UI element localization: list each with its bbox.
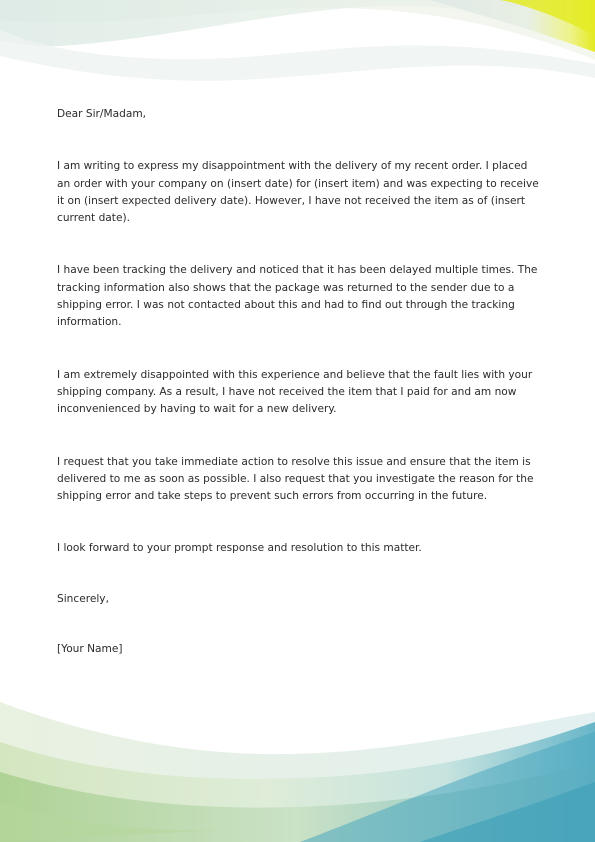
top-wave-decoration	[0, 0, 595, 110]
closing: Sincerely,	[57, 592, 109, 605]
paragraph-4: I request that you take immediate action to resolve this issue and ensure that the item is delivered to me as soon as possible. I also request that you investigate the reason for the shipping error and take steps to prevent such errors from occurring in the future.	[57, 455, 534, 503]
paragraph-3: I am extremely disappointed with this experience and believe that the fault lies with your shipping company. As a result, I have not received the item that I paid for and am now inconvenienced by having to wait for a new delivery.	[57, 368, 533, 416]
signature: [Your Name]	[57, 643, 123, 656]
salutation: Dear Sir/Madam,	[57, 108, 147, 120]
letter-body	[57, 106, 542, 658]
paragraph-1: I am writing to express my disappointment with the delivery of my recent order. I placed an order with your company on (insert date) for (insert item) and was expecting to receive it on (insert expected delivery date). However, I have not received the item as of (insert current date).	[57, 160, 539, 225]
closing-paragraph: I look forward to your prompt response and resolution to this matter.	[57, 542, 422, 555]
paragraph-2: I have been tracking the delivery and noticed that it has been delayed multiple times. The tracking information also shows that the package was returned to the sender due to a shipping error. I was not contacted about this and had to find out through the tracking information.	[57, 264, 538, 329]
bottom-wave-decoration	[0, 702, 595, 842]
